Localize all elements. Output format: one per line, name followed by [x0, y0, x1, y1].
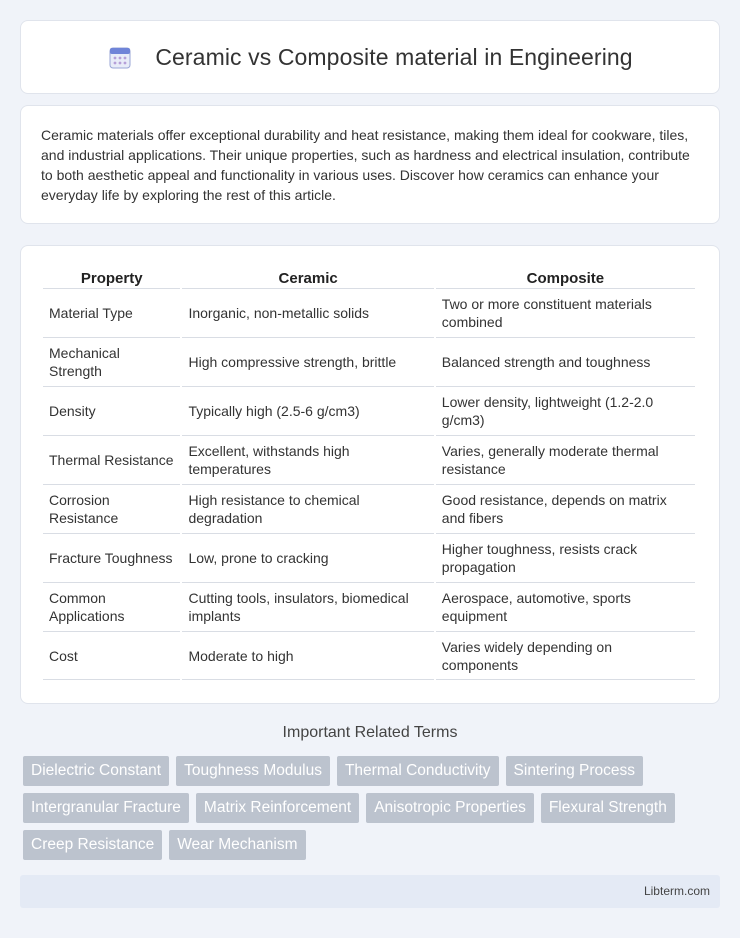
- header-property: Property: [80, 270, 143, 287]
- table-row: [43, 582, 695, 631]
- table-cell: Two or more constituent materials combined: [436, 288, 695, 337]
- table-cell: Balanced strength and toughness: [436, 337, 695, 386]
- page-title: Ceramic vs Composite material in Engineering: [155, 43, 633, 70]
- related-term-tag[interactable]: Intergranular Fracture: [23, 793, 189, 823]
- table-cell: Fracture Toughness: [43, 533, 180, 582]
- table-cell: Varies, generally moderate thermal resistance: [436, 435, 695, 484]
- table-cell: Good resistance, depends on matrix and fibers: [436, 484, 695, 533]
- table-cell: Cost: [43, 631, 180, 680]
- table-cell: Mechanical Strength: [43, 337, 180, 386]
- related-terms-list: [23, 756, 703, 867]
- table-cell: Low, prone to cracking: [182, 533, 433, 582]
- header-card: [20, 20, 720, 94]
- table-cell: Density: [43, 386, 180, 435]
- footer: [20, 875, 720, 908]
- table-cell: Moderate to high: [182, 631, 433, 680]
- table-row: [43, 288, 695, 337]
- comparison-table-card: [20, 245, 720, 704]
- related-term-tag[interactable]: Sintering Process: [506, 756, 643, 786]
- related-terms-title: Important Related Terms: [282, 724, 458, 741]
- table-cell: Typically high (2.5-6 g/cm3): [182, 386, 433, 435]
- comparison-table: [41, 267, 697, 680]
- related-term-tag[interactable]: Wear Mechanism: [169, 830, 305, 860]
- related-term-tag[interactable]: Creep Resistance: [23, 830, 162, 860]
- table-row: [43, 435, 695, 484]
- table-cell: Lower density, lightweight (1.2-2.0 g/cm3): [436, 386, 695, 435]
- related-term-tag[interactable]: Thermal Conductivity: [337, 756, 499, 786]
- table-cell: High resistance to chemical degradation: [182, 484, 433, 533]
- related-term-tag[interactable]: Matrix Reinforcement: [196, 793, 359, 823]
- header-composite: Composite: [526, 270, 605, 287]
- intro-text: Ceramic materials offer exceptional durability and heat resistance, making them ideal for cookware, tiles, and industrial applications. Their unique properties, such as hardness and electrical insulation, contribute to both aesthetic appeal and functionality in various uses. Discover how ceramics can enhance your everyday life by exploring the rest of this article.: [41, 127, 690, 203]
- table-row: [43, 533, 695, 582]
- table-row: [43, 386, 695, 435]
- table-cell: Thermal Resistance: [43, 435, 180, 484]
- calendar-icon: [107, 44, 133, 70]
- footer-site-link[interactable]: Libterm.com: [643, 884, 710, 898]
- table-cell: Higher toughness, resists crack propagation: [436, 533, 695, 582]
- table-cell: Cutting tools, insulators, biomedical implants: [182, 582, 433, 631]
- related-term-tag[interactable]: Toughness Modulus: [176, 756, 330, 786]
- table-row: [43, 631, 695, 680]
- related-term-tag[interactable]: Flexural Strength: [541, 793, 675, 823]
- table-row: [43, 337, 695, 386]
- table-cell: Aerospace, automotive, sports equipment: [436, 582, 695, 631]
- table-cell: Varies widely depending on components: [436, 631, 695, 680]
- header-ceramic: Ceramic: [278, 270, 338, 287]
- table-cell: Excellent, withstands high temperatures: [182, 435, 433, 484]
- related-term-tag[interactable]: Anisotropic Properties: [366, 793, 534, 823]
- table-cell: Inorganic, non-metallic solids: [182, 288, 433, 337]
- table-cell: High compressive strength, brittle: [182, 337, 433, 386]
- table-cell: Corrosion Resistance: [43, 484, 180, 533]
- intro-card: [20, 105, 720, 224]
- related-term-tag[interactable]: Dielectric Constant: [23, 756, 169, 786]
- table-header-row: [43, 267, 695, 288]
- table-row: [43, 484, 695, 533]
- table-cell: Common Applications: [43, 582, 180, 631]
- table-cell: Material Type: [43, 288, 180, 337]
